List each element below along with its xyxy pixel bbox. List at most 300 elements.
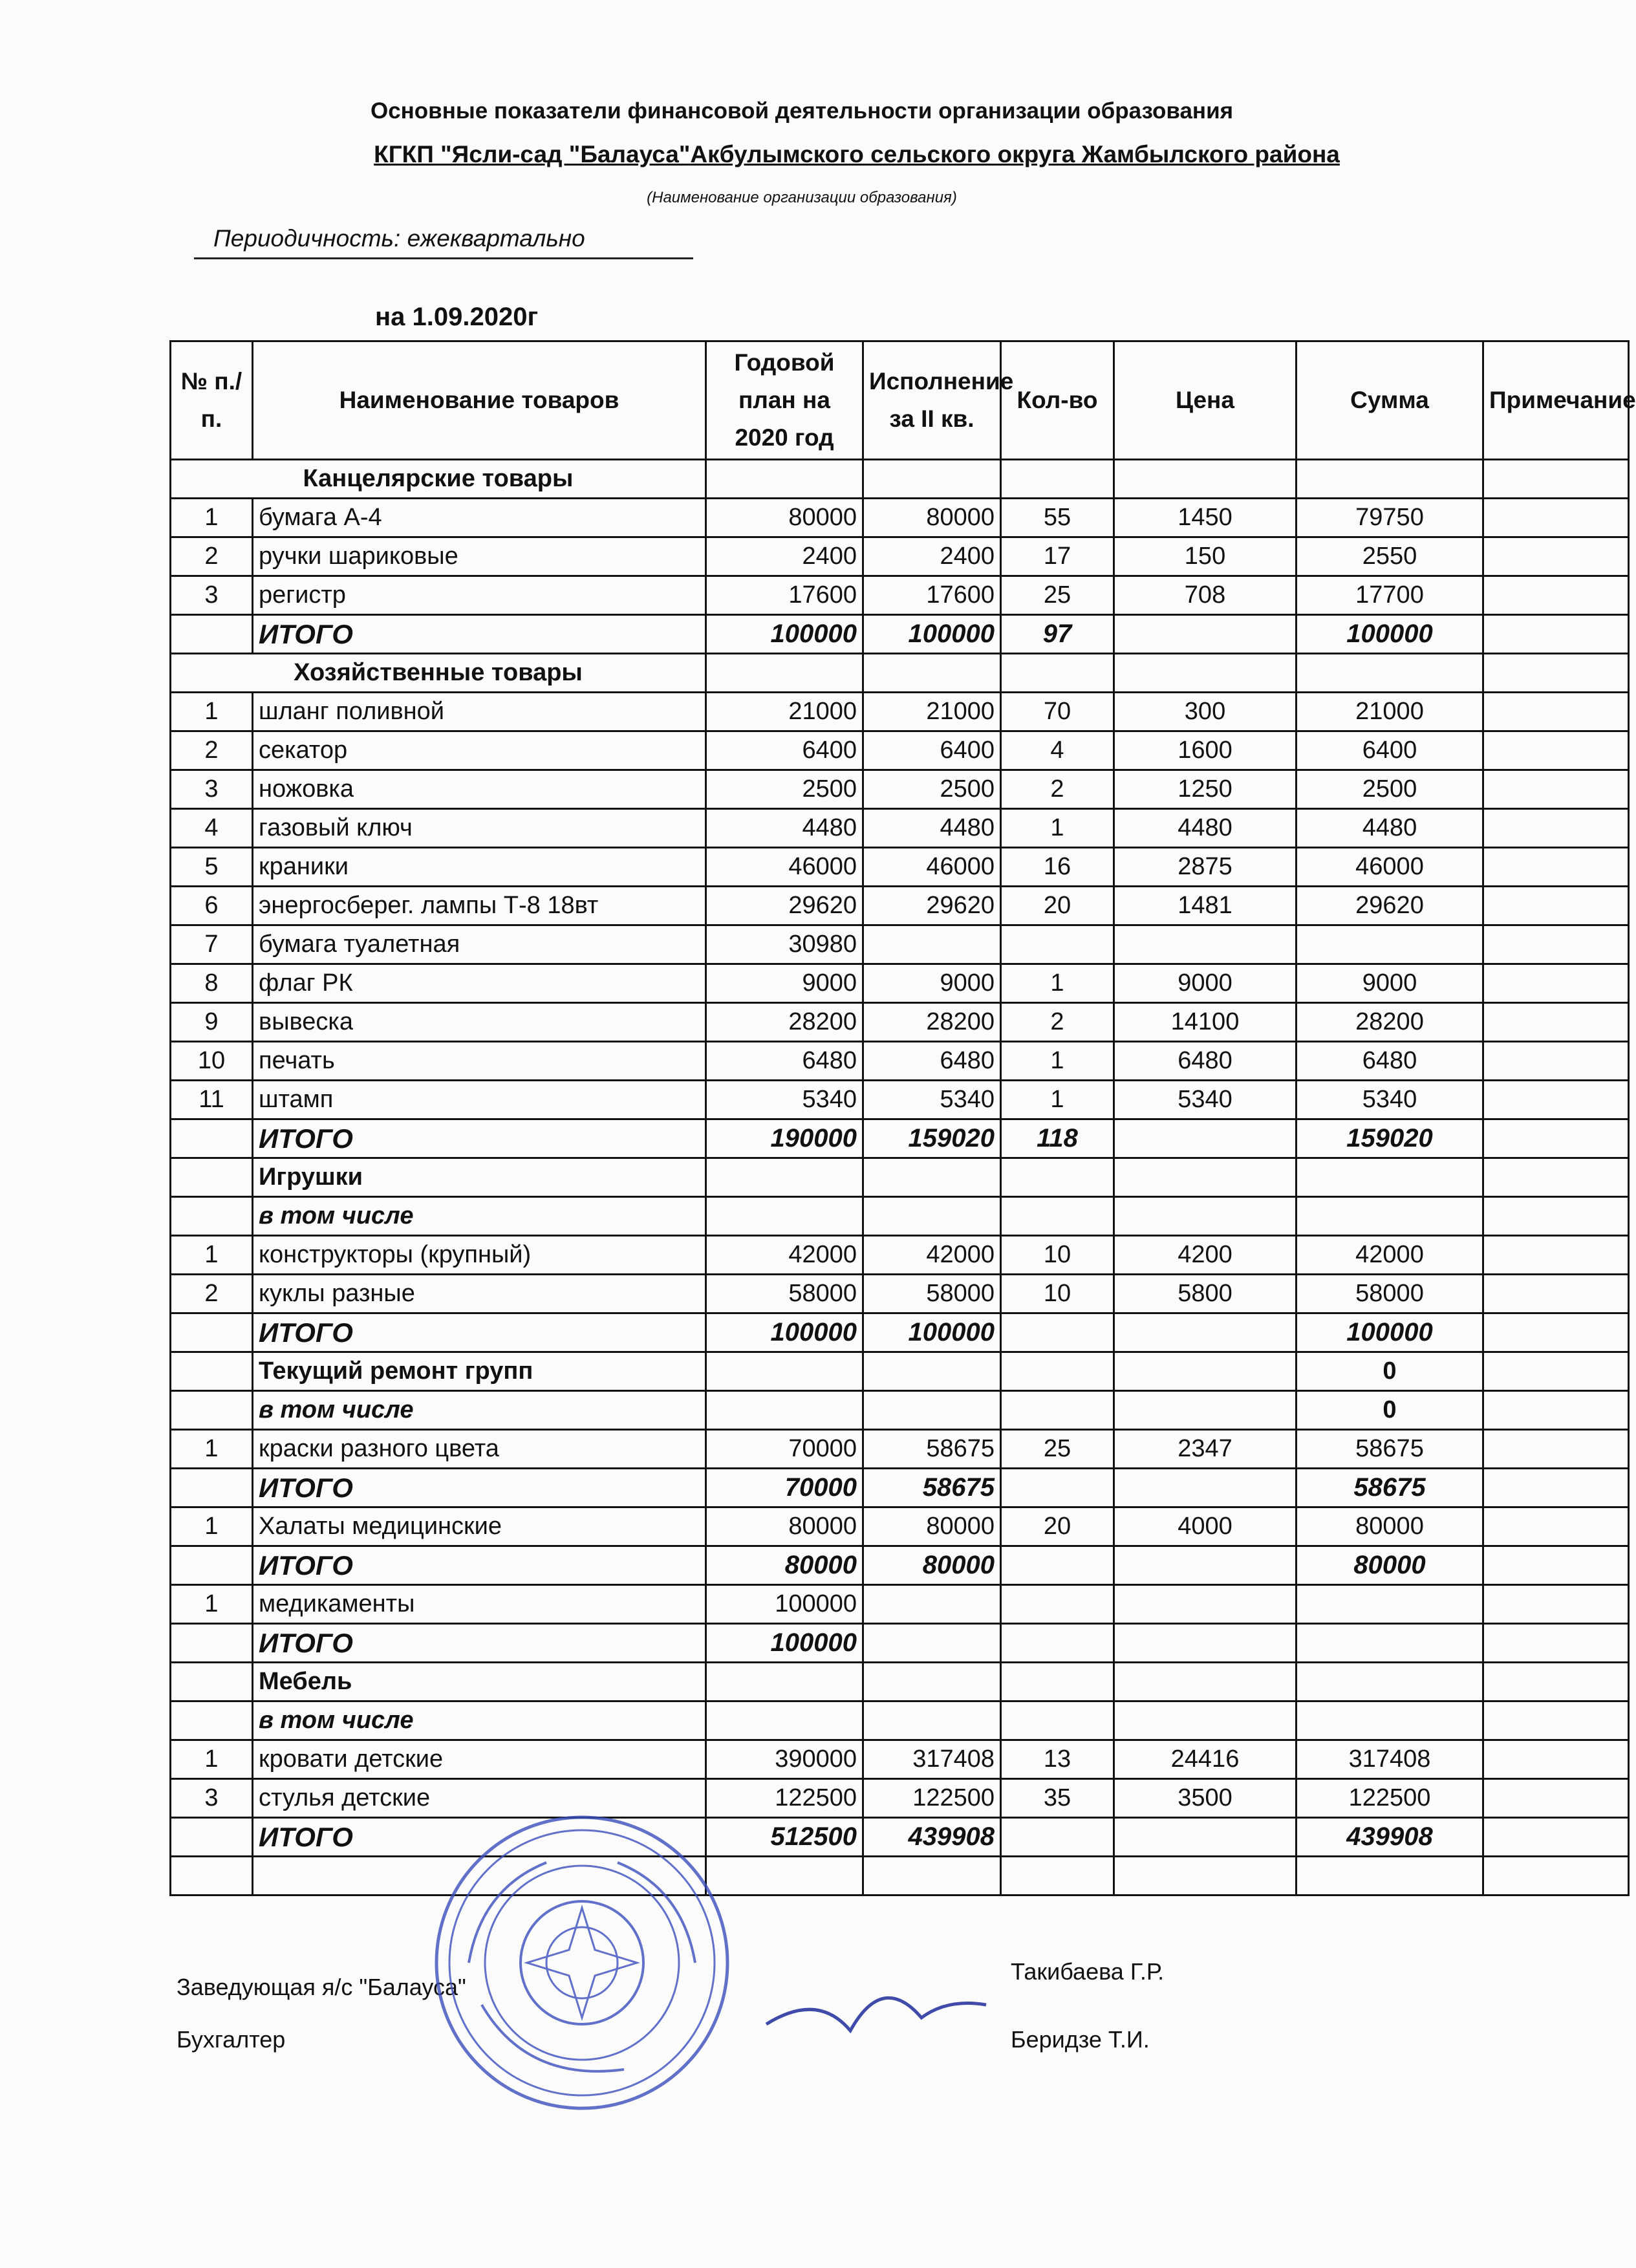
exec-cell: 439908 bbox=[863, 1818, 1001, 1857]
sum-cell: 21000 bbox=[1297, 693, 1483, 731]
exec-cell: 2500 bbox=[863, 770, 1001, 809]
item-name-cell: регистр bbox=[253, 576, 706, 615]
plan-cell bbox=[706, 1197, 863, 1236]
table-row-item bbox=[171, 1585, 1629, 1624]
empty-cell bbox=[1483, 654, 1629, 693]
table-row-item bbox=[171, 1236, 1629, 1275]
row-number-cell: 5 bbox=[171, 848, 253, 887]
empty-cell bbox=[1114, 460, 1297, 499]
table-row-total bbox=[171, 1624, 1629, 1663]
item-name-cell: энергосберег. лампы Т-8 18вт bbox=[253, 887, 706, 925]
price-cell: 708 bbox=[1114, 576, 1297, 615]
plan-cell: 2400 bbox=[706, 537, 863, 576]
qty-cell: 35 bbox=[1001, 1779, 1114, 1818]
note-cell bbox=[1483, 693, 1629, 731]
price-cell bbox=[1114, 1197, 1297, 1236]
qty-cell: 55 bbox=[1001, 499, 1114, 537]
table-row-subitalic bbox=[171, 1391, 1629, 1430]
item-name-cell: ИТОГО bbox=[253, 1624, 706, 1663]
plan-cell bbox=[706, 1158, 863, 1197]
empty-cell bbox=[1114, 1857, 1297, 1895]
note-cell bbox=[1483, 1469, 1629, 1507]
plan-cell: 2500 bbox=[706, 770, 863, 809]
exec-cell: 28200 bbox=[863, 1003, 1001, 1042]
item-name-cell: бумага А-4 bbox=[253, 499, 706, 537]
plan-cell: 100000 bbox=[706, 1585, 863, 1624]
plan-cell: 122500 bbox=[706, 1779, 863, 1818]
item-name-cell: ИТОГО bbox=[253, 1469, 706, 1507]
sum-cell: 58675 bbox=[1297, 1469, 1483, 1507]
sum-cell: 79750 bbox=[1297, 499, 1483, 537]
plan-cell: 6400 bbox=[706, 731, 863, 770]
table-row-item bbox=[171, 1042, 1629, 1081]
row-number-cell: 2 bbox=[171, 1275, 253, 1313]
row-number-cell: 2 bbox=[171, 537, 253, 576]
exec-cell bbox=[863, 925, 1001, 964]
sum-cell: 159020 bbox=[1297, 1119, 1483, 1158]
price-cell: 5800 bbox=[1114, 1275, 1297, 1313]
row-number-cell bbox=[171, 1197, 253, 1236]
empty-cell bbox=[863, 1857, 1001, 1895]
qty-cell: 25 bbox=[1001, 1430, 1114, 1469]
qty-cell: 97 bbox=[1001, 615, 1114, 654]
col-header-plan: Годовой план на 2020 год bbox=[706, 341, 863, 460]
note-cell bbox=[1483, 1546, 1629, 1585]
plan-cell: 29620 bbox=[706, 887, 863, 925]
qty-cell bbox=[1001, 1546, 1114, 1585]
item-name-cell: ИТОГО bbox=[253, 615, 706, 654]
plan-cell: 4480 bbox=[706, 809, 863, 848]
col-header-exec: Исполнение за II кв. bbox=[863, 341, 1001, 460]
note-cell bbox=[1483, 1391, 1629, 1430]
qty-cell bbox=[1001, 1313, 1114, 1352]
plan-cell bbox=[706, 1352, 863, 1391]
price-cell bbox=[1114, 1663, 1297, 1701]
exec-cell: 58000 bbox=[863, 1275, 1001, 1313]
col-header-no: № п./п. bbox=[171, 341, 253, 460]
exec-cell: 2400 bbox=[863, 537, 1001, 576]
plan-cell: 190000 bbox=[706, 1119, 863, 1158]
row-number-cell bbox=[171, 1469, 253, 1507]
price-cell bbox=[1114, 925, 1297, 964]
qty-cell: 20 bbox=[1001, 1507, 1114, 1546]
note-cell bbox=[1483, 1275, 1629, 1313]
table-row-subhead bbox=[171, 1663, 1629, 1701]
table-row-item bbox=[171, 731, 1629, 770]
sum-cell: 100000 bbox=[1297, 1313, 1483, 1352]
empty-cell bbox=[1001, 654, 1114, 693]
exec-cell: 58675 bbox=[863, 1430, 1001, 1469]
price-cell bbox=[1114, 1701, 1297, 1740]
exec-cell: 42000 bbox=[863, 1236, 1001, 1275]
note-cell bbox=[1483, 1818, 1629, 1857]
item-name-cell: куклы разные bbox=[253, 1275, 706, 1313]
note-cell bbox=[1483, 848, 1629, 887]
note-cell bbox=[1483, 1313, 1629, 1352]
price-cell bbox=[1114, 1391, 1297, 1430]
exec-cell: 58675 bbox=[863, 1469, 1001, 1507]
plan-cell: 46000 bbox=[706, 848, 863, 887]
item-name-cell: секатор bbox=[253, 731, 706, 770]
price-cell: 4200 bbox=[1114, 1236, 1297, 1275]
plan-cell: 21000 bbox=[706, 693, 863, 731]
plan-cell bbox=[706, 1391, 863, 1430]
price-cell: 1481 bbox=[1114, 887, 1297, 925]
row-number-cell bbox=[171, 1158, 253, 1197]
price-cell bbox=[1114, 1469, 1297, 1507]
note-cell bbox=[1483, 1740, 1629, 1779]
sum-cell bbox=[1297, 1158, 1483, 1197]
row-number-cell bbox=[171, 1391, 253, 1430]
item-name-cell: ИТОГО bbox=[253, 1119, 706, 1158]
sum-cell bbox=[1297, 1197, 1483, 1236]
item-name-cell: вывеска bbox=[253, 1003, 706, 1042]
price-cell bbox=[1114, 1158, 1297, 1197]
col-header-sum: Сумма bbox=[1297, 341, 1483, 460]
empty-cell bbox=[1001, 460, 1114, 499]
empty-cell bbox=[706, 654, 863, 693]
sum-cell bbox=[1297, 1663, 1483, 1701]
row-number-cell: 7 bbox=[171, 925, 253, 964]
qty-cell: 70 bbox=[1001, 693, 1114, 731]
exec-cell: 317408 bbox=[863, 1740, 1001, 1779]
table-row-item bbox=[171, 499, 1629, 537]
table-row-total bbox=[171, 615, 1629, 654]
sum-cell: 9000 bbox=[1297, 964, 1483, 1003]
table-row-item bbox=[171, 1507, 1629, 1546]
row-number-cell: 4 bbox=[171, 809, 253, 848]
item-name-cell: кровати детские bbox=[253, 1740, 706, 1779]
empty-cell bbox=[1297, 1857, 1483, 1895]
price-cell: 150 bbox=[1114, 537, 1297, 576]
exec-cell bbox=[863, 1624, 1001, 1663]
table-row-item bbox=[171, 964, 1629, 1003]
qty-cell: 1 bbox=[1001, 809, 1114, 848]
note-cell bbox=[1483, 1197, 1629, 1236]
qty-cell: 118 bbox=[1001, 1119, 1114, 1158]
note-cell bbox=[1483, 1779, 1629, 1818]
row-number-cell: 1 bbox=[171, 1430, 253, 1469]
table-row-item bbox=[171, 925, 1629, 964]
sum-cell: 439908 bbox=[1297, 1818, 1483, 1857]
price-cell bbox=[1114, 1624, 1297, 1663]
qty-cell: 20 bbox=[1001, 887, 1114, 925]
item-name-cell: Халаты медицинские bbox=[253, 1507, 706, 1546]
note-cell bbox=[1483, 1158, 1629, 1197]
qty-cell bbox=[1001, 1818, 1114, 1857]
table-row-item bbox=[171, 1740, 1629, 1779]
exec-cell bbox=[863, 1585, 1001, 1624]
table-row-total bbox=[171, 1818, 1629, 1857]
item-name-cell: Текущий ремонт групп bbox=[253, 1352, 706, 1391]
qty-cell: 10 bbox=[1001, 1236, 1114, 1275]
price-cell bbox=[1114, 1546, 1297, 1585]
official-stamp bbox=[430, 1811, 734, 2115]
exec-cell: 80000 bbox=[863, 499, 1001, 537]
periodicity-underline bbox=[194, 257, 693, 259]
exec-cell: 100000 bbox=[863, 615, 1001, 654]
price-cell bbox=[1114, 1818, 1297, 1857]
item-name-cell: краники bbox=[253, 848, 706, 887]
item-name-cell: ИТОГО bbox=[253, 1818, 706, 1857]
item-name-cell: в том числе bbox=[253, 1197, 706, 1236]
table-row-empty bbox=[171, 1857, 1629, 1895]
item-name-cell: в том числе bbox=[253, 1701, 706, 1740]
report-date: на 1.09.2020г bbox=[375, 303, 539, 331]
sum-cell: 100000 bbox=[1297, 615, 1483, 654]
qty-cell bbox=[1001, 1158, 1114, 1197]
head-name: Такибаева Г.Р. bbox=[1011, 1958, 1165, 1985]
row-number-cell: 3 bbox=[171, 770, 253, 809]
sum-cell: 122500 bbox=[1297, 1779, 1483, 1818]
price-cell bbox=[1114, 1352, 1297, 1391]
plan-cell: 6480 bbox=[706, 1042, 863, 1081]
table-row-subhead bbox=[171, 1352, 1629, 1391]
item-name-cell: печать bbox=[253, 1042, 706, 1081]
row-number-cell bbox=[171, 615, 253, 654]
note-cell bbox=[1483, 576, 1629, 615]
row-number-cell: 8 bbox=[171, 964, 253, 1003]
row-number-cell: 1 bbox=[171, 1585, 253, 1624]
exec-cell: 4480 bbox=[863, 809, 1001, 848]
exec-cell: 46000 bbox=[863, 848, 1001, 887]
price-cell: 1250 bbox=[1114, 770, 1297, 809]
col-header-note: Примечание bbox=[1483, 341, 1629, 460]
sum-cell: 80000 bbox=[1297, 1546, 1483, 1585]
exec-cell: 6400 bbox=[863, 731, 1001, 770]
qty-cell bbox=[1001, 1624, 1114, 1663]
exec-cell bbox=[863, 1701, 1001, 1740]
note-cell bbox=[1483, 925, 1629, 964]
exec-cell: 159020 bbox=[863, 1119, 1001, 1158]
price-cell: 24416 bbox=[1114, 1740, 1297, 1779]
price-cell: 1600 bbox=[1114, 731, 1297, 770]
sum-cell: 2500 bbox=[1297, 770, 1483, 809]
price-cell bbox=[1114, 1585, 1297, 1624]
sum-cell: 6400 bbox=[1297, 731, 1483, 770]
empty-cell bbox=[706, 460, 863, 499]
empty-cell bbox=[1001, 1857, 1114, 1895]
price-cell: 14100 bbox=[1114, 1003, 1297, 1042]
qty-cell bbox=[1001, 1585, 1114, 1624]
financial-table bbox=[169, 340, 1636, 1896]
exec-cell bbox=[863, 1158, 1001, 1197]
table-row-item bbox=[171, 1003, 1629, 1042]
table-row-item bbox=[171, 1430, 1629, 1469]
qty-cell: 1 bbox=[1001, 1081, 1114, 1119]
item-name-cell: газовый ключ bbox=[253, 809, 706, 848]
sum-cell: 6480 bbox=[1297, 1042, 1483, 1081]
item-name-cell: бумага туалетная bbox=[253, 925, 706, 964]
row-number-cell bbox=[171, 1546, 253, 1585]
qty-cell bbox=[1001, 1469, 1114, 1507]
qty-cell bbox=[1001, 1663, 1114, 1701]
item-name-cell: флаг РК bbox=[253, 964, 706, 1003]
plan-cell: 42000 bbox=[706, 1236, 863, 1275]
sum-cell: 0 bbox=[1297, 1391, 1483, 1430]
row-number-cell: 1 bbox=[171, 499, 253, 537]
exec-cell bbox=[863, 1391, 1001, 1430]
note-cell bbox=[1483, 1236, 1629, 1275]
empty-cell bbox=[863, 654, 1001, 693]
sum-cell: 80000 bbox=[1297, 1507, 1483, 1546]
plan-cell: 70000 bbox=[706, 1469, 863, 1507]
exec-cell: 5340 bbox=[863, 1081, 1001, 1119]
exec-cell: 80000 bbox=[863, 1546, 1001, 1585]
row-number-cell bbox=[171, 1119, 253, 1158]
item-name-cell: Игрушки bbox=[253, 1158, 706, 1197]
price-cell: 300 bbox=[1114, 693, 1297, 731]
document-title: Основные показатели финансовой деятельности организации образования bbox=[370, 98, 1234, 124]
note-cell bbox=[1483, 1003, 1629, 1042]
plan-cell bbox=[706, 1701, 863, 1740]
table-row-item bbox=[171, 1779, 1629, 1818]
sum-cell: 58675 bbox=[1297, 1430, 1483, 1469]
plan-cell: 100000 bbox=[706, 615, 863, 654]
empty-cell bbox=[863, 460, 1001, 499]
row-number-cell bbox=[171, 1352, 253, 1391]
item-name-cell: в том числе bbox=[253, 1391, 706, 1430]
price-cell bbox=[1114, 615, 1297, 654]
section-title: Канцелярские товары bbox=[171, 460, 706, 499]
sum-cell: 58000 bbox=[1297, 1275, 1483, 1313]
note-cell bbox=[1483, 1624, 1629, 1663]
sum-cell: 2550 bbox=[1297, 537, 1483, 576]
table-row-item bbox=[171, 887, 1629, 925]
col-header-name: Наименование товаров bbox=[253, 341, 706, 460]
table-row-subitalic bbox=[171, 1197, 1629, 1236]
exec-cell bbox=[863, 1663, 1001, 1701]
price-cell: 1450 bbox=[1114, 499, 1297, 537]
periodicity: Периодичность: ежеквартально bbox=[213, 225, 585, 252]
row-number-cell: 2 bbox=[171, 731, 253, 770]
item-name-cell: медикаменты bbox=[253, 1585, 706, 1624]
note-cell bbox=[1483, 537, 1629, 576]
row-number-cell: 3 bbox=[171, 1779, 253, 1818]
row-number-cell: 1 bbox=[171, 693, 253, 731]
price-cell: 3500 bbox=[1114, 1779, 1297, 1818]
qty-cell: 1 bbox=[1001, 1042, 1114, 1081]
row-number-cell bbox=[171, 1624, 253, 1663]
exec-cell: 29620 bbox=[863, 887, 1001, 925]
table-row-item bbox=[171, 693, 1629, 731]
table-row-total bbox=[171, 1119, 1629, 1158]
note-cell bbox=[1483, 1352, 1629, 1391]
row-number-cell: 9 bbox=[171, 1003, 253, 1042]
plan-cell: 100000 bbox=[706, 1624, 863, 1663]
exec-cell bbox=[863, 1352, 1001, 1391]
row-number-cell bbox=[171, 1701, 253, 1740]
price-cell: 2347 bbox=[1114, 1430, 1297, 1469]
empty-cell bbox=[171, 1857, 253, 1895]
exec-cell: 6480 bbox=[863, 1042, 1001, 1081]
item-name-cell: конструкторы (крупный) bbox=[253, 1236, 706, 1275]
note-cell bbox=[1483, 1701, 1629, 1740]
note-cell bbox=[1483, 770, 1629, 809]
sum-cell: 317408 bbox=[1297, 1740, 1483, 1779]
item-name-cell: стулья детские bbox=[253, 1779, 706, 1818]
row-number-cell bbox=[171, 1313, 253, 1352]
sum-cell bbox=[1297, 1585, 1483, 1624]
price-cell: 4480 bbox=[1114, 809, 1297, 848]
accountant-label: Бухгалтер bbox=[177, 2026, 286, 2053]
note-cell bbox=[1483, 1042, 1629, 1081]
empty-cell bbox=[1297, 460, 1483, 499]
row-number-cell: 3 bbox=[171, 576, 253, 615]
note-cell bbox=[1483, 615, 1629, 654]
note-cell bbox=[1483, 1119, 1629, 1158]
plan-cell: 30980 bbox=[706, 925, 863, 964]
note-cell bbox=[1483, 1430, 1629, 1469]
table-row-section bbox=[171, 460, 1629, 499]
qty-cell: 25 bbox=[1001, 576, 1114, 615]
price-cell: 2875 bbox=[1114, 848, 1297, 887]
qty-cell bbox=[1001, 1391, 1114, 1430]
section-title: Хозяйственные товары bbox=[171, 654, 706, 693]
sum-cell: 0 bbox=[1297, 1352, 1483, 1391]
table-row-item bbox=[171, 770, 1629, 809]
qty-cell bbox=[1001, 1701, 1114, 1740]
plan-cell: 5340 bbox=[706, 1081, 863, 1119]
price-cell: 4000 bbox=[1114, 1507, 1297, 1546]
plan-cell bbox=[706, 1663, 863, 1701]
note-cell bbox=[1483, 964, 1629, 1003]
note-cell bbox=[1483, 809, 1629, 848]
sum-cell: 42000 bbox=[1297, 1236, 1483, 1275]
sum-cell bbox=[1297, 1624, 1483, 1663]
qty-cell: 16 bbox=[1001, 848, 1114, 887]
accountant-name: Беридзе Т.И. bbox=[1011, 2026, 1150, 2053]
note-cell bbox=[1483, 1585, 1629, 1624]
row-number-cell: 10 bbox=[171, 1042, 253, 1081]
plan-cell: 512500 bbox=[706, 1818, 863, 1857]
sum-cell bbox=[1297, 1701, 1483, 1740]
table-row-item bbox=[171, 576, 1629, 615]
plan-cell: 70000 bbox=[706, 1430, 863, 1469]
col-header-price: Цена bbox=[1114, 341, 1297, 460]
row-number-cell: 1 bbox=[171, 1507, 253, 1546]
note-cell bbox=[1483, 887, 1629, 925]
plan-cell: 17600 bbox=[706, 576, 863, 615]
exec-cell: 21000 bbox=[863, 693, 1001, 731]
plan-cell: 28200 bbox=[706, 1003, 863, 1042]
row-number-cell: 6 bbox=[171, 887, 253, 925]
qty-cell: 2 bbox=[1001, 770, 1114, 809]
table-row-total bbox=[171, 1313, 1629, 1352]
plan-cell: 80000 bbox=[706, 1507, 863, 1546]
table-row-subitalic bbox=[171, 1701, 1629, 1740]
table-row-subhead bbox=[171, 1158, 1629, 1197]
item-name-cell: штамп bbox=[253, 1081, 706, 1119]
row-number-cell: 1 bbox=[171, 1236, 253, 1275]
qty-cell: 13 bbox=[1001, 1740, 1114, 1779]
col-header-qty: Кол-во bbox=[1001, 341, 1114, 460]
row-number-cell bbox=[171, 1818, 253, 1857]
row-number-cell bbox=[171, 1663, 253, 1701]
empty-cell bbox=[1297, 654, 1483, 693]
organization-name: КГКП "Ясли-сад "Балауса"Акбулымского сельского округа Жамбылского района bbox=[374, 141, 1340, 167]
note-cell bbox=[1483, 1081, 1629, 1119]
plan-cell: 80000 bbox=[706, 1546, 863, 1585]
sum-cell: 28200 bbox=[1297, 1003, 1483, 1042]
table-header-row bbox=[171, 341, 1629, 460]
price-cell: 6480 bbox=[1114, 1042, 1297, 1081]
qty-cell bbox=[1001, 925, 1114, 964]
exec-cell: 100000 bbox=[863, 1313, 1001, 1352]
exec-cell: 80000 bbox=[863, 1507, 1001, 1546]
table-row-total bbox=[171, 1546, 1629, 1585]
qty-cell: 17 bbox=[1001, 537, 1114, 576]
